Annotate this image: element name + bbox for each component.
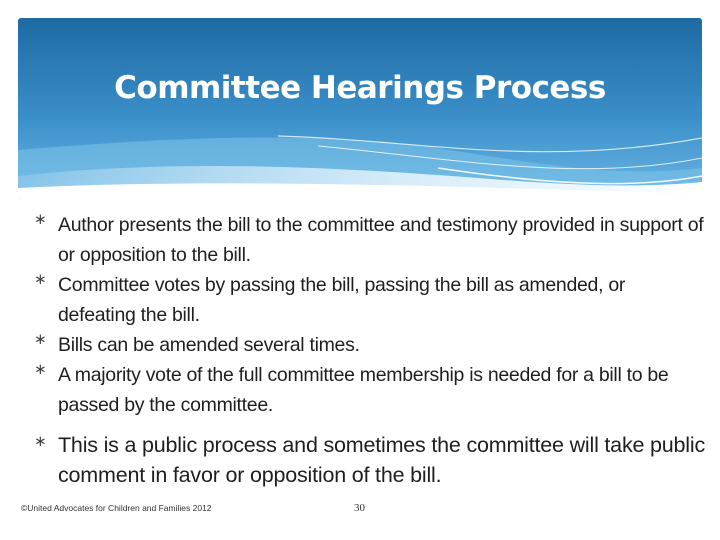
asterisk-bullet-icon: ∗: [34, 432, 47, 450]
footer-copyright: ©United Advocates for Children and Families 2012: [21, 503, 212, 513]
page-number: 30: [354, 502, 365, 514]
asterisk-bullet-icon: ∗: [34, 330, 47, 348]
bullet-item: [34, 270, 706, 330]
asterisk-bullet-icon: ∗: [34, 360, 47, 378]
bullet-text: This is a public process and sometimes the committee will take public comment in favor or opposition of the bill.: [58, 433, 705, 487]
asterisk-bullet-icon: ∗: [34, 270, 47, 288]
asterisk-bullet-icon: ∗: [34, 210, 47, 228]
bullet-text: A majority vote of the full committee membership is needed for a bill to be passed by the committee.: [58, 364, 669, 416]
bullet-list: [34, 210, 706, 490]
bullet-text: Committee votes by passing the bill, passing the bill as amended, or defeating the bill.: [58, 274, 626, 326]
bullet-item: [34, 210, 706, 270]
title-banner: [18, 18, 702, 200]
slide-title: Committee Hearings Process: [114, 70, 606, 106]
banner-wave-graphic: [18, 18, 702, 200]
bullet-item: [34, 360, 706, 420]
bullet-text: Author presents the bill to the committee and testimony provided in support of or opposition to the bill.: [58, 214, 704, 266]
bullet-item: [34, 430, 706, 490]
bullet-item: [34, 330, 706, 360]
bullet-text: Bills can be amended several times.: [58, 334, 360, 356]
